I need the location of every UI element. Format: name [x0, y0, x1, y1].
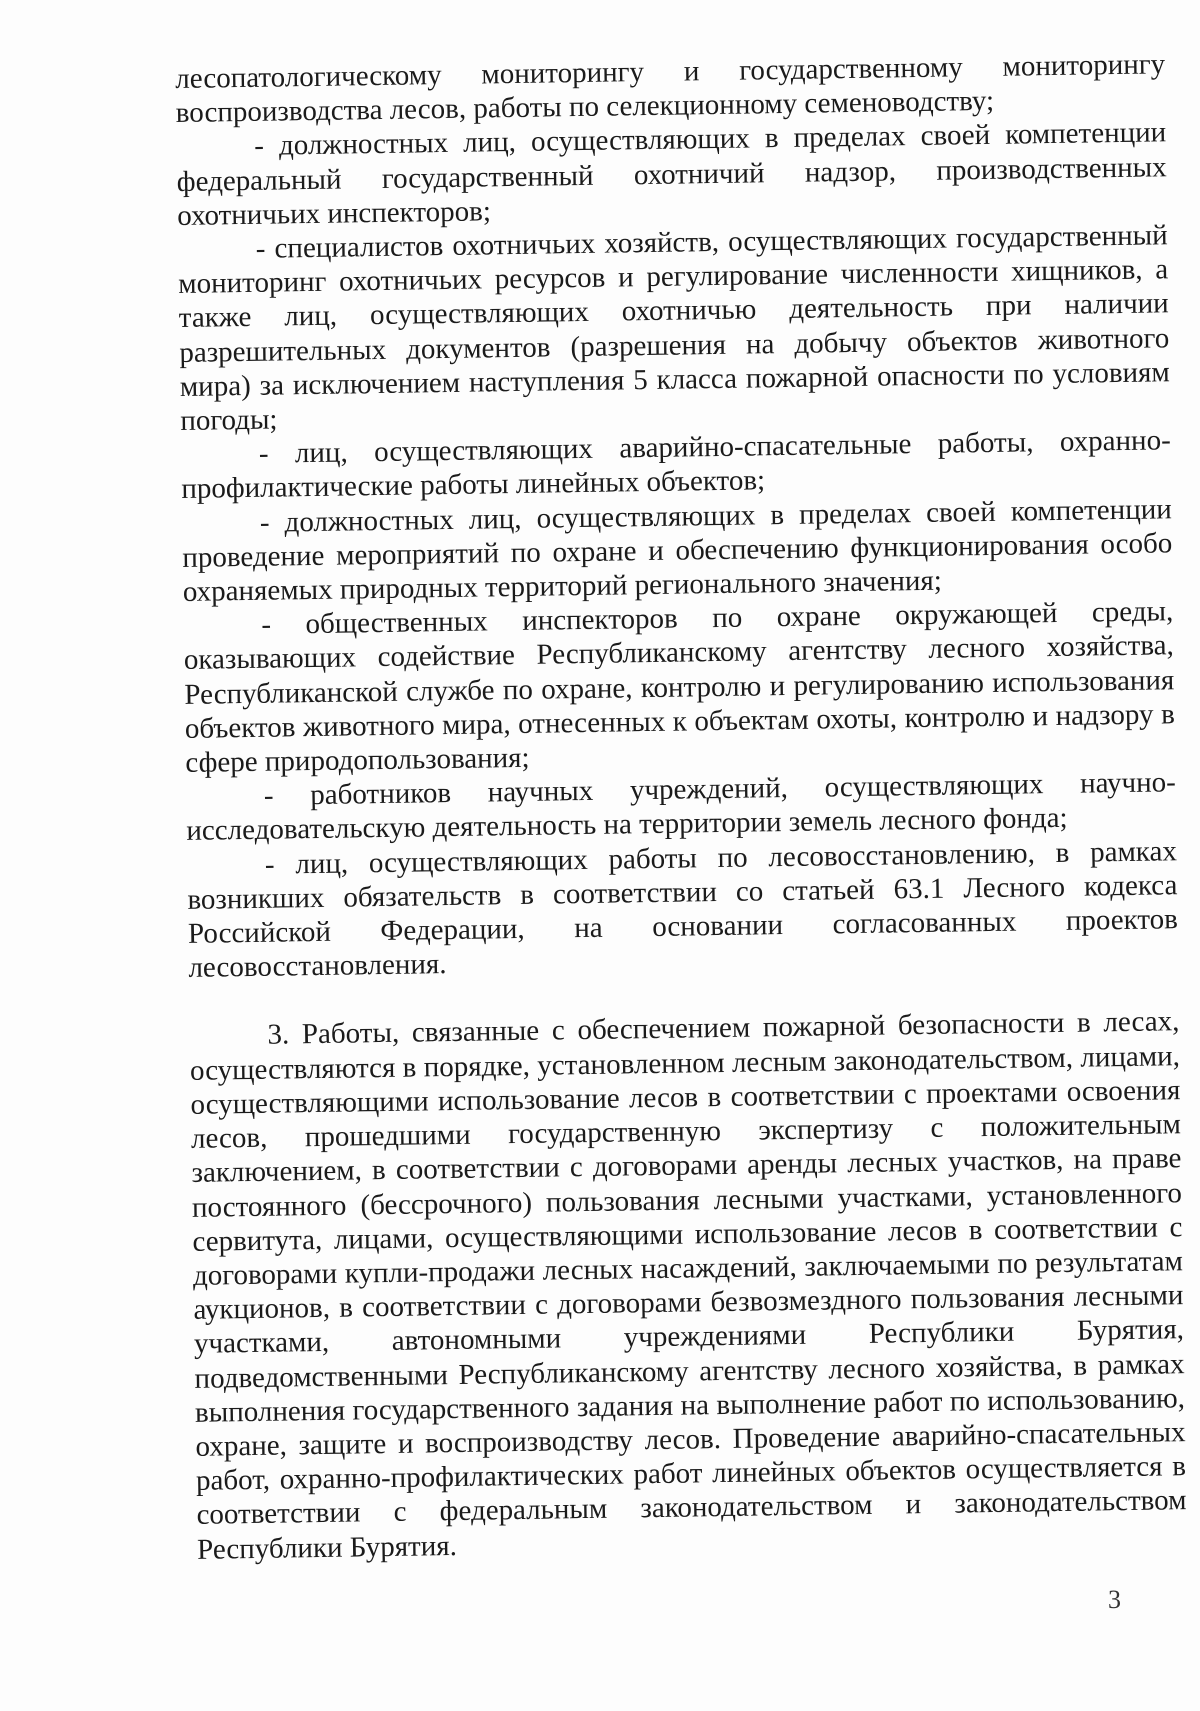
document-body [175, 47, 1187, 1566]
list-item-research-workers: - работников научных учреждений, осуществляющих научно-исследовательскую деятельность на территории земель лесного фонда; [186, 766, 1177, 848]
list-item-hunting-specialists: - специалистов охотничьих хозяйств, осуществляющих государственный мониторинг охотничьих ресурсов и регулирование численности хищников, а также лиц, осуществляющих охотничью деятельность при наличии разрешительных документов (разрешения на добычу объектов животного мира) за исключением наступления 5 класса пожарной опасности по условиям погоды; [178, 219, 1170, 437]
section-3-paragraph: 3. Работы, связанные с обеспечением пожарной безопасности в лесах, осуществляются в порядке, установленном лесным законодательством, лицами, осуществляющими использование лесов в соответствии с проектами освоения лесов, прошедшими государственную экспертизу с положительным заключением, в соответствии с договорами аренды лесных участков, на праве постоянного (бессрочного) пользования лесными участками, установленного сервитута, лицами, осуществляющими использование лесов в соответствии с договорами купли-продажи лесных насаждений, заключаемыми по результатам аукционов, в соответствии с договорами безвозмездного пользования лесными участками, автономными учреждениями Республики Бурятия, подведомственными Республиканскому агентству лесного хозяйства, в рамках выполнения государственного задания на выполнение работ по использованию, охране, защите и воспроизводству лесов. Проведение аварийно-спасательных работ, охранно-профилактических работ линейных объектов осуществляется в соответствии с федеральным законодательством и законодательством Республики Бурятия. [189, 1005, 1187, 1566]
list-item-rescue-works: - лиц, осуществляющих аварийно-спасательные работы, охранно-профилактические работы линейных объектов; [181, 424, 1171, 506]
paragraph-continuation: лесопатологическому мониторингу и государственному мониторингу воспроизводства лесов, работы по селекционному семеноводству; [175, 48, 1166, 130]
page-number: 3 [1108, 1585, 1121, 1614]
list-item-hunting-supervision: - должностных лиц, осуществляющих в пределах своей компетенции федеральный государственный охотничий надзор, производственных охотничьих инспекторов; [176, 116, 1167, 232]
list-item-protected-territories: - должностных лиц, осуществляющих в пределах своей компетенции проведение мероприятий по охране и обеспечению функционирования особо охраняемых природных территорий регионального значения; [182, 492, 1173, 608]
list-item-public-inspectors: - общественных инспекторов по охране окружающей среды, оказывающих содействие Республиканскому агентству лесного хозяйства, Республиканской службе по охране, контролю и регулированию использования объектов животного мира, отнесенных к объектам охоты, контролю и надзору в сфере природопользования; [183, 595, 1176, 779]
list-item-reforestation: - лиц, осуществляющих работы по лесовосстановлению, в рамках возникших обязательств в соответствии со статьей 63.1 Лесного кодекса Российской Федерации, на основании согласованных проектов лесовосстановления. [187, 834, 1179, 985]
